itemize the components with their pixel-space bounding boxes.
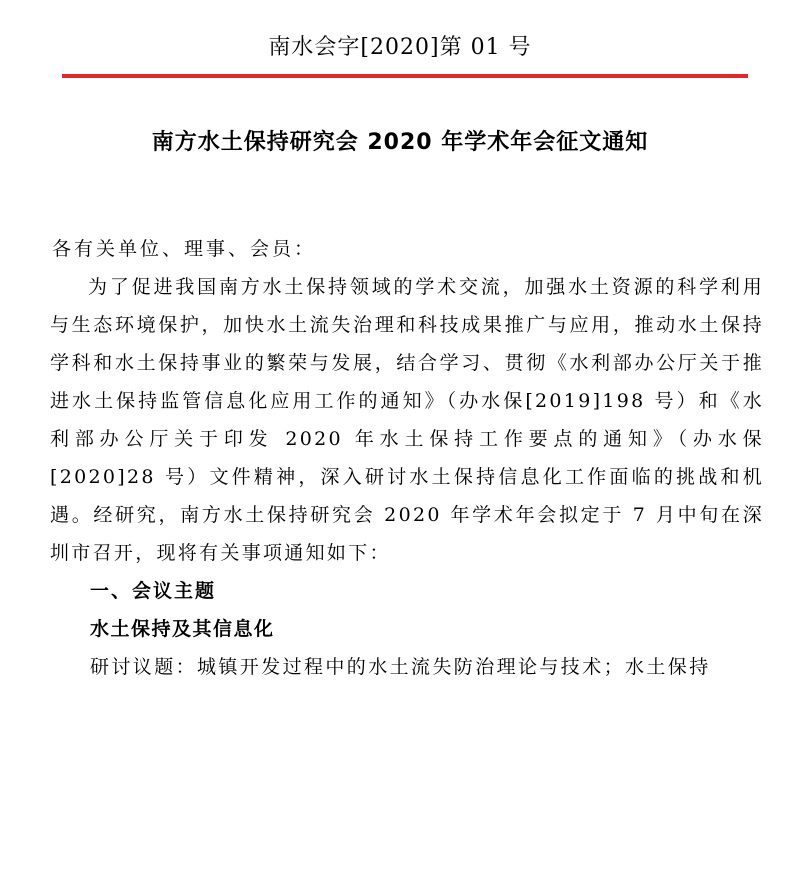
document-number: 南水会字[2020]第 01 号 — [268, 35, 532, 60]
section-heading-meeting-theme: 一、会议主题 — [90, 580, 217, 602]
discussion-topics-line: 研讨议题：城镇开发过程中的水土流失防治理论与技术；水土保持 — [90, 656, 711, 678]
document-body — [50, 230, 764, 686]
meeting-theme: 水土保持及其信息化 — [90, 618, 275, 640]
red-header-rule — [62, 74, 748, 78]
salutation: 各有关单位、理事、会员： — [52, 238, 317, 260]
intro-paragraph: 为了促进我国南方水土保持领域的学术交流，加强水土资源的科学利用与生态环境保护，加快水土流失治理和科技成果推广与应用，推动水土保持学科和水土保持事业的繁荣与发展，结合学习、贯彻《水利部办公厅关于推进水土保持监管信息化应用工作的通知》（办水保[2019]198 号）和《水利部办公厅关于印发 2020 年水土保持工作要点的通知》（办水保[2020]28 号）文件精神，深入研讨水土保持信息化工作面临的挑战和机遇。经研究，南方水土保持研究会 2020 年学术年会拟定于 7 月中旬在深圳市召开，现将有关事项通知如下： — [50, 276, 764, 564]
document-title: 南方水土保持研究会 2020 年学术年会征文通知 — [151, 130, 649, 155]
